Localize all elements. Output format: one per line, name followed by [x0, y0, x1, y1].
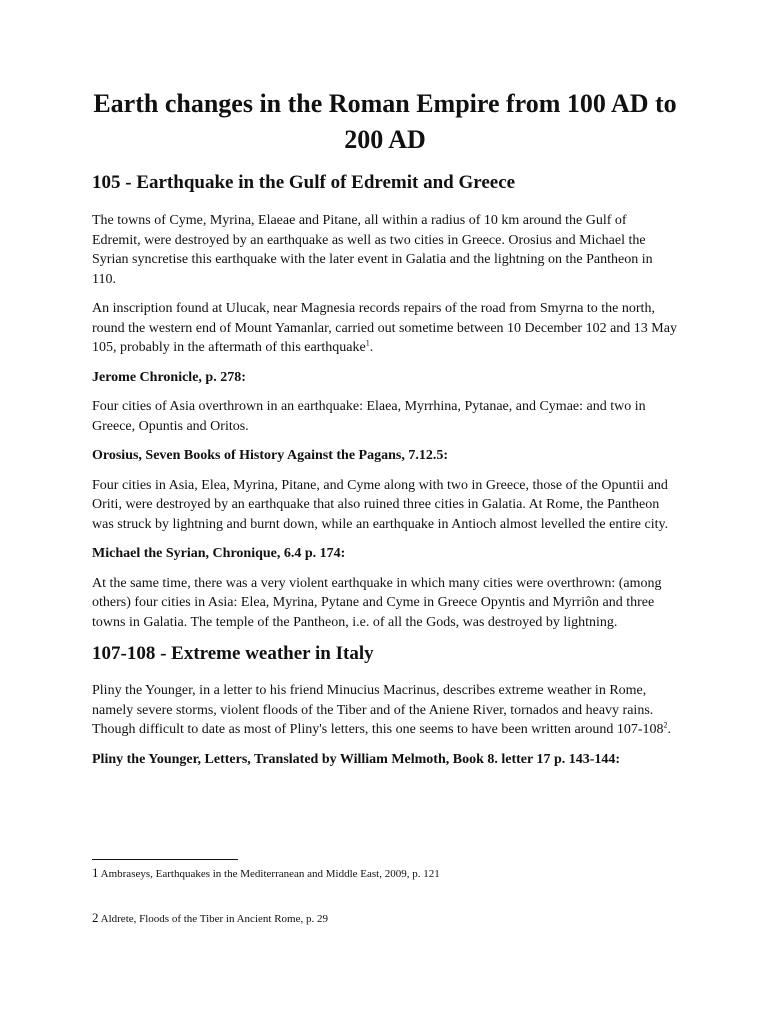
footnote-divider — [92, 859, 238, 860]
paragraph-107-intro-text: Pliny the Younger, in a letter to his friend Minucius Macrinus, describes extreme weather in Rome, namely severe storms, violent floods of the Tiber and of the Aniene River, tornados and heavy rains. Though difficult to date as most of Pliny's letters, this one seems to have been written around 107-108 — [92, 683, 664, 737]
quote-jerome: Four cities of Asia overthrown in an earthquake: Elaea, Myrrhina, Pytanae, and Cymae: and two in Greece, Opuntis and Oritos. — [92, 399, 646, 434]
footnote-1-text: Ambraseys, Earthquakes in the Mediterranean and Middle East, 2009, p. 121 — [98, 868, 440, 880]
footnote-2 — [92, 911, 678, 926]
footnote-1-number: 1 — [92, 865, 99, 880]
section-heading-105: 105 - Earthquake in the Gulf of Edremit and Greece — [92, 172, 516, 193]
footnotes — [92, 859, 678, 926]
section-heading-107: 107-108 - Extreme weather in Italy — [92, 643, 374, 664]
footnote-2-number: 2 — [92, 910, 99, 925]
quote-orosius: Four cities in Asia, Elea, Myrina, Pitane, and Cyme along with two in Greece, those of the Opuntii and Oriti, were destroyed by an earthquake that also ruined three cities in Galatia. At Rome, the Pantheon was struck by lightning and burnt down, while an earthquake in Antioch almost levelled the entire city. — [92, 477, 669, 532]
paragraph-107-intro — [92, 681, 678, 740]
paragraph-105-intro: The towns of Cyme, Myrina, Elaeae and Pitane, all within a radius of 10 km around the Gulf of Edremit, were destroyed by an earthquake as well as two cities in Greece. Orosius and Michael the Syrian syncretise this earthquake with the later event in Galatia and the lightning on the Pantheon in 110. — [92, 213, 653, 287]
paragraph-105-inscription-text: An inscription found at Ulucak, near Magnesia records repairs of the road from Smyrna to the north, round the western end of Mount Yamanlar, carried out sometime between 10 December 102 and 13 May 105, probably in the aftermath of this earthquake — [92, 301, 677, 355]
footnote-2-text: Aldrete, Floods of the Tiber in Ancient Rome, p. 29 — [98, 913, 328, 925]
source-citation-michael: Michael the Syrian, Chronique, 6.4 p. 174: — [92, 546, 346, 561]
source-citation-jerome: Jerome Chronicle, p. 278: — [92, 369, 246, 385]
paragraph-105-inscription — [92, 299, 678, 358]
paragraph-105-inscription-end: . — [369, 340, 374, 355]
quote-michael: At the same time, there was a very violent earthquake in which many cities were overthrown: (among others) four cities in Asia: Elea, Myrina, Pytane and Cyme in Greece Opyntis and Myrriôn and three towns in Galatia. The temple of the Pantheon, i.e. of all the Gods, was destroyed by lightning. — [92, 575, 662, 630]
source-citation-pliny: Pliny the Younger, Letters, Translated by William Melmoth, Book 8. letter 17 p. 143-144: — [92, 751, 621, 767]
document-content — [92, 86, 678, 779]
footnote-ref-1[interactable]: 1 — [365, 338, 370, 348]
source-citation-orosius: Orosius, Seven Books of History Against the Pagans, 7.12.5: — [92, 448, 448, 463]
page-title: Earth changes in the Roman Empire from 100 AD to 200 AD — [93, 89, 677, 154]
footnote-ref-2[interactable]: 2 — [663, 720, 668, 730]
paragraph-107-intro-end: . — [667, 722, 671, 737]
footnote-1 — [92, 866, 678, 881]
